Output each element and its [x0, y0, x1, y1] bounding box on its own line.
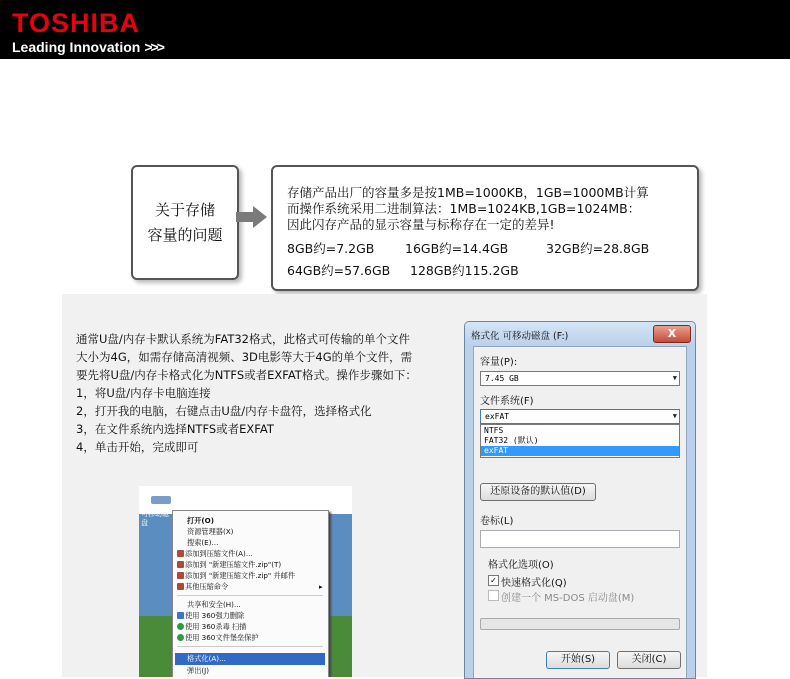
- option-exfat[interactable]: exFAT: [481, 446, 679, 456]
- dialog-titlebar: [465, 322, 695, 346]
- menu-item-open[interactable]: 打开(O): [187, 516, 215, 525]
- menu-item-add-archive[interactable]: 添加到压缩文件(A)...: [177, 548, 253, 559]
- submenu-arrow-icon: ▸: [319, 582, 323, 591]
- removable-drive-icon[interactable]: [151, 496, 171, 504]
- size-128gb: 128GB约115.2GB: [410, 263, 519, 278]
- size-32gb: 32GB约=28.8GB: [546, 241, 650, 256]
- shredder-icon: [177, 612, 184, 619]
- right-arrow-icon: [236, 205, 268, 229]
- option-ntfs[interactable]: NTFS: [484, 426, 504, 435]
- archive-icon: [177, 583, 184, 590]
- quick-format-label: 快速格式化(Q): [501, 578, 567, 589]
- step-3: 3，在文件系统内选择NTFS或者EXFAT: [76, 422, 274, 436]
- dialog-close-button[interactable]: X: [653, 325, 691, 343]
- quick-format-checkbox[interactable]: ✓: [488, 575, 499, 586]
- context-menu: [172, 510, 329, 677]
- size-16gb: 16GB约=14.4GB: [405, 241, 509, 256]
- menu-item-format[interactable]: 格式化(A)...: [187, 654, 226, 663]
- option-fat32[interactable]: FAT32 (默认): [484, 436, 539, 445]
- antivirus-icon: [177, 623, 184, 630]
- context-menu-screenshot: [139, 486, 352, 677]
- filesystem-dropdown: [480, 424, 680, 458]
- capacity-value: 7.45 GB: [485, 374, 519, 383]
- archive-icon: [177, 550, 184, 557]
- answer-line-2: 而操作系统采用二进制算法：1MB=1024KB,1GB=1024MB：: [287, 201, 641, 216]
- size-8gb: 8GB约=7.2GB: [287, 241, 375, 256]
- toshiba-logo: TOSHIBA: [12, 8, 141, 38]
- answer-line-1: 存储产品出厂的容量多是按1MB=1000KB，1GB=1000MB计算: [287, 185, 649, 200]
- filesystem-value: exFAT: [485, 412, 510, 421]
- volume-label: 卷标(L): [480, 516, 514, 527]
- step-2: 2，打开我的电脑，右键点击U盘/内存卡盘符，选择格式化: [76, 404, 372, 418]
- step-1: 1，将U盘/内存卡电脑连接: [76, 386, 211, 400]
- question-line-1: 关于存储: [154, 200, 215, 219]
- archive-icon: [177, 572, 184, 579]
- answer-box: [271, 165, 699, 291]
- menu-item-360-scan[interactable]: 使用 360杀毒 扫描: [177, 621, 246, 632]
- question-line-2: 容量的问题: [147, 225, 223, 244]
- menu-item-eject[interactable]: 弹出(J): [187, 666, 210, 675]
- step-4: 4，单击开始，完成即可: [76, 440, 199, 454]
- tagline: [12, 39, 163, 55]
- tagline-text: Leading Innovation: [12, 39, 141, 55]
- drive-label: 可移动磁盘: [141, 510, 169, 527]
- msdos-checkbox[interactable]: [488, 590, 499, 601]
- capacity-select[interactable]: [480, 371, 680, 386]
- menu-item-360-delete[interactable]: 使用 360强力删除: [177, 610, 244, 621]
- shield-icon: [177, 634, 184, 641]
- intro-line-1: 通常U盘/内存卡默认系统为FAT32格式，此格式可传输的单个文件: [76, 332, 410, 346]
- filesystem-label: 文件系统(F): [480, 396, 534, 407]
- intro-line-3: 要先将U盘/内存卡格式化为NTFS或者EXFAT格式。操作步骤如下：: [76, 368, 417, 382]
- menu-separator: [177, 646, 323, 647]
- menu-item-search[interactable]: 搜索(E)...: [187, 538, 219, 547]
- menu-item-add-zip-mail[interactable]: 添加到 "新建压缩文件.zip" 并邮件: [177, 570, 295, 581]
- format-dialog: [464, 321, 696, 679]
- menu-item-explorer[interactable]: 资源管理器(X): [187, 527, 234, 536]
- size-64gb: 64GB约=57.6GB: [287, 263, 391, 278]
- close-button[interactable]: 关闭(C): [617, 651, 681, 669]
- dialog-title: 格式化 可移动磁盘 (F:): [471, 331, 569, 342]
- tagline-arrows: >>>: [144, 39, 163, 55]
- restore-defaults-button[interactable]: 还原设备的默认值(D): [480, 483, 596, 501]
- capacity-label: 容量(P):: [480, 357, 518, 368]
- volume-label-input[interactable]: [480, 530, 680, 548]
- dialog-body: [473, 346, 687, 679]
- start-button[interactable]: 开始(S): [546, 651, 610, 669]
- msdos-label: 创建一个 MS-DOS 启动盘(M): [501, 593, 635, 604]
- menu-item-share[interactable]: 共享和安全(H)...: [187, 600, 241, 609]
- chevron-down-icon: ▼: [672, 374, 677, 382]
- filesystem-select[interactable]: [480, 409, 680, 424]
- menu-item-add-zip[interactable]: 添加到 "新建压缩文件.zip"(T): [177, 559, 281, 570]
- instructions-text: [76, 330, 456, 456]
- format-progress-bar: [480, 618, 680, 630]
- question-box: [131, 165, 239, 280]
- menu-item-360-protect[interactable]: 使用 360文件堡垒保护: [177, 632, 259, 643]
- archive-icon: [177, 561, 184, 568]
- intro-line-2: 大小为4G，如需存储高清视频、3D电影等大于4G的单个文件，需: [76, 350, 413, 364]
- brand-header: [0, 0, 790, 59]
- chevron-down-icon: ▼: [672, 412, 677, 420]
- menu-item-more-archive[interactable]: 其他压缩命令: [177, 581, 228, 592]
- menu-separator: [177, 595, 323, 596]
- answer-line-3: 因此闪存产品的显示容量与标称存在一定的差异!: [287, 217, 555, 232]
- format-options-label: 格式化选项(O): [488, 560, 554, 571]
